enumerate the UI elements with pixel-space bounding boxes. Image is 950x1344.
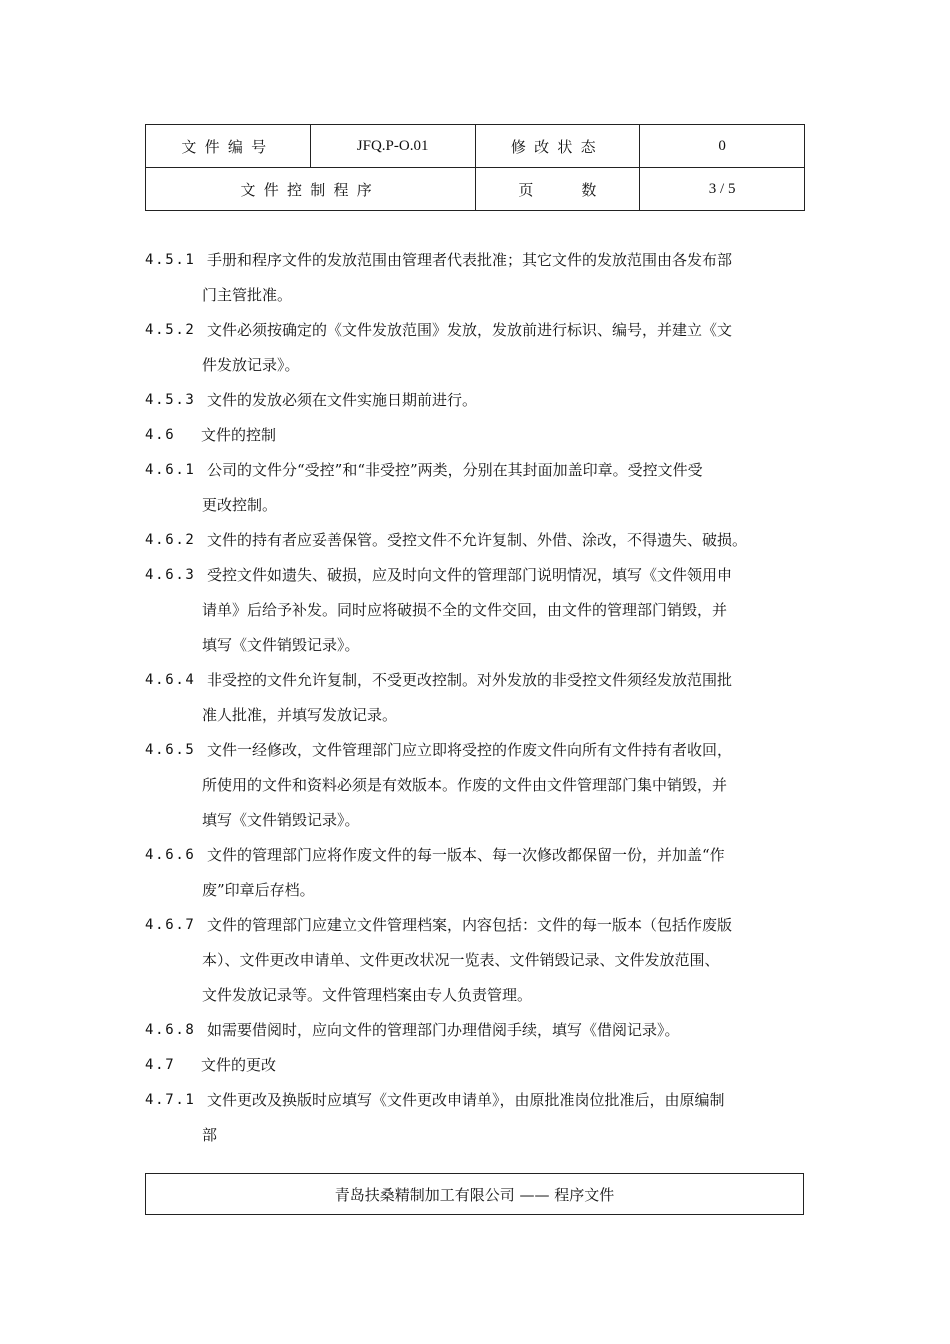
paragraph <box>145 558 815 663</box>
paragraph-line: 文件的持有者应妥善保管。受控文件不允许复制、外借、涂改，不得遗失、破损。 <box>207 531 748 549</box>
paragraph <box>145 1083 815 1153</box>
paragraph <box>145 243 815 313</box>
paragraph-line: 更改控制。 <box>202 496 278 514</box>
paragraph <box>145 1013 815 1048</box>
paragraph-number: 4.6.3 <box>145 567 196 583</box>
paragraph-number: 4.5.2 <box>145 322 196 338</box>
paragraph-line: 公司的文件分“受控”和“非受控”两类，分别在其封面加盖印章。受控文件受 <box>207 461 703 479</box>
paragraph-number: 4.6.8 <box>145 1022 196 1038</box>
paragraph-line: 文件必须按确定的《文件发放范围》发放，发放前进行标识、编号，并建立《文 <box>207 321 733 339</box>
paragraph-number: 4.6 <box>145 427 176 443</box>
doc-number-value: JFQ.P-O.01 <box>310 125 475 168</box>
paragraph-number: 4.6.7 <box>145 917 196 933</box>
paragraph <box>145 663 815 733</box>
document-footer <box>145 1173 804 1215</box>
paragraph-line: 如需要借阅时，应向文件的管理部门办理借阅手续，填写《借阅记录》。 <box>207 1021 680 1039</box>
paragraph-line: 请单》后给予补发。同时应将破损不全的文件交回，由文件的管理部门销毁，并 <box>202 601 728 619</box>
doc-number-label: 文件编号 <box>146 125 311 168</box>
paragraph-line: 文件的管理部门应建立文件管理档案，内容包括：文件的每一版本（包括作废版 <box>207 916 733 934</box>
paragraph-number: 4.5.1 <box>145 252 196 268</box>
paragraph-number: 4.7.1 <box>145 1092 196 1108</box>
paragraph-number: 4.6.4 <box>145 672 196 688</box>
paragraph-line: 文件发放记录等。文件管理档案由专人负责管理。 <box>202 986 533 1004</box>
footer-text: 青岛扶桑精制加工有限公司 —— 程序文件 <box>334 1185 615 1204</box>
paragraph-line: 门主管批准。 <box>202 286 293 304</box>
paragraph-number: 4.5.3 <box>145 392 196 408</box>
paragraph <box>145 453 815 523</box>
paragraph <box>145 838 815 908</box>
page-value: 3 / 5 <box>640 168 805 211</box>
paragraph-line: 填写《文件销毁记录》。 <box>202 811 360 829</box>
paragraph-line: 文件更改及换版时应填写《文件更改申请单》，由原批准岗位批准后，由原编制 <box>207 1091 725 1109</box>
paragraph <box>145 733 815 838</box>
paragraph-line: 废”印章后存档。 <box>202 881 315 899</box>
paragraph-line: 本）、文件更改申请单、文件更改状况一览表、文件销毁记录、文件发放范围、 <box>202 951 720 969</box>
paragraph-number: 4.6.6 <box>145 847 196 863</box>
paragraph-number: 4.6.2 <box>145 532 196 548</box>
paragraph-line: 非受控的文件允许复制，不受更改控制。对外发放的非受控文件须经发放范围批 <box>207 671 733 689</box>
page-label <box>475 168 640 211</box>
revision-label: 修改状态 <box>475 125 640 168</box>
document-header-table <box>145 124 805 211</box>
paragraph <box>145 313 815 383</box>
paragraph <box>145 418 815 453</box>
paragraph-line: 准人批准，并填写发放记录。 <box>202 706 398 724</box>
paragraph-line: 填写《文件销毁记录》。 <box>202 636 360 654</box>
paragraph-line: 手册和程序文件的发放范围由管理者代表批准；其它文件的发放范围由各发布部 <box>207 251 733 269</box>
document-body <box>145 243 815 1153</box>
paragraph-line: 受控文件如遗失、破损，应及时向文件的管理部门说明情况，填写《文件领用申 <box>207 566 733 584</box>
paragraph <box>145 383 815 418</box>
paragraph-line: 文件的控制 <box>201 426 277 444</box>
paragraph-line: 所使用的文件和资料必须是有效版本。作废的文件由文件管理部门集中销毁，并 <box>202 776 728 794</box>
page-label-b: 数 <box>581 180 597 199</box>
paragraph-number: 4.6.1 <box>145 462 196 478</box>
paragraph-line: 部 <box>202 1126 218 1144</box>
paragraph-line: 文件的管理部门应将作废文件的每一版本、每一次修改都保留一份，并加盖“作 <box>207 846 725 864</box>
paragraph-line: 件发放记录》。 <box>202 356 300 374</box>
paragraph-line: 文件的更改 <box>201 1056 277 1074</box>
paragraph <box>145 908 815 1013</box>
document-title: 文件控制程序 <box>146 168 476 211</box>
page-label-a: 页 <box>518 180 534 199</box>
paragraph-line: 文件一经修改，文件管理部门应立即将受控的作废文件向所有文件持有者收回， <box>207 741 733 759</box>
paragraph-number: 4.7 <box>145 1057 176 1073</box>
paragraph <box>145 1048 815 1083</box>
paragraph-number: 4.6.5 <box>145 742 196 758</box>
paragraph <box>145 523 815 558</box>
revision-value: 0 <box>640 125 805 168</box>
paragraph-line: 文件的发放必须在文件实施日期前进行。 <box>207 391 478 409</box>
